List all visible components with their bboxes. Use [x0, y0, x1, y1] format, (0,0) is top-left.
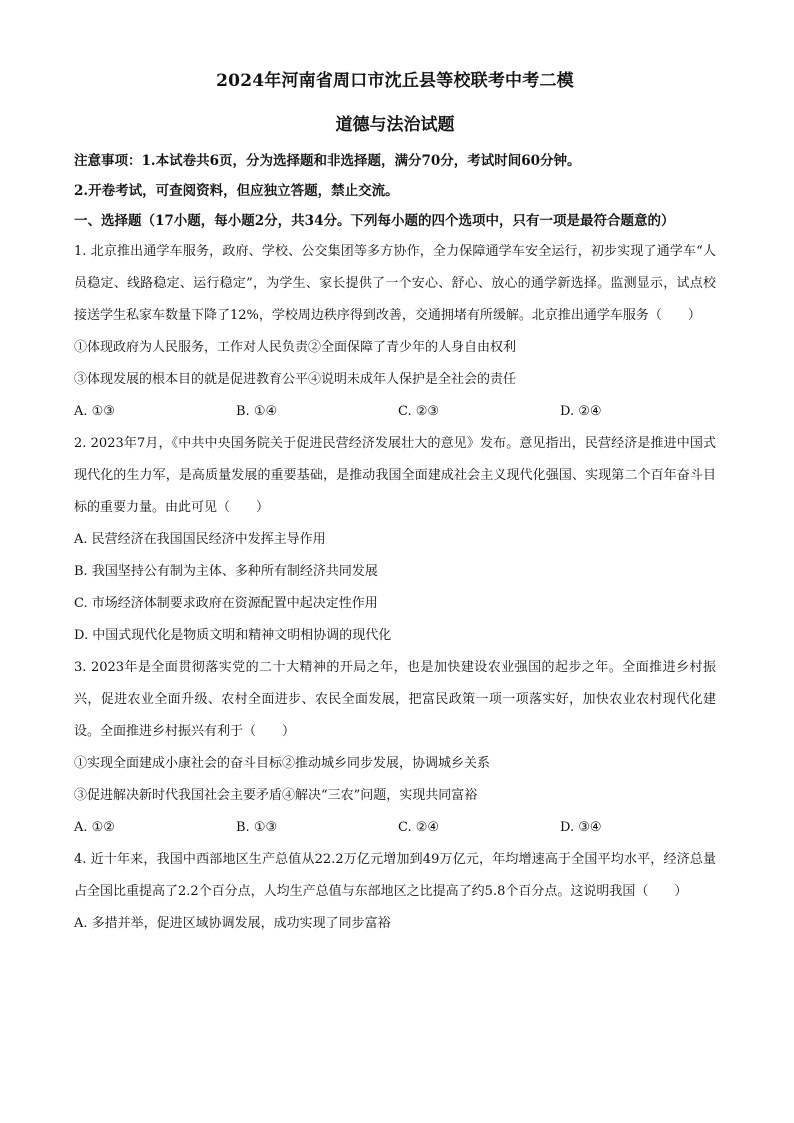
option-a: A. ①③ — [74, 404, 115, 419]
option-a: A. ①② — [74, 820, 115, 835]
exam-title: 2024年河南省周口市沈丘县等校联考中考二模 — [216, 71, 574, 91]
answer-options — [74, 396, 716, 428]
option-b: B. ①③ — [236, 820, 278, 835]
question-1 — [74, 236, 716, 428]
option-b: B. ①④ — [236, 404, 278, 419]
choice-a: A. 多措并举，促进区域协调发展，成功实现了同步富裕 — [74, 916, 391, 931]
choice-c: C. 市场经济体制要求政府在资源配置中起决定性作用 — [74, 596, 378, 611]
question-stem: 4. 近十年来，我国中西部地区生产总值从22.2万亿元增加到49万亿元，年均增速高于全国平均水平，经济总量占全国比重提高了2.2个百分点，人均生产总值与东部地区之比提高了约5.8个百分点。这说明我国（ ） — [74, 852, 716, 899]
answer-options — [74, 812, 716, 844]
question-statement: ③体现发展的根本目的就是促进教育公平④说明未成年人保护是全社会的责任 — [74, 372, 517, 387]
notes-line-1: 注意事项：1.本试卷共6页，分为选择题和非选择题，满分70分，考试时间60分钟。 — [74, 153, 581, 169]
question-2 — [74, 428, 716, 652]
option-c: C. ②④ — [398, 820, 440, 835]
option-d: D. ③④ — [560, 820, 602, 835]
choice-b: B. 我国坚持公有制为主体、多种所有制经济共同发展 — [74, 564, 378, 579]
notes-line-2: 2.开卷考试，可查阅资料，但应独立答题，禁止交流。 — [74, 183, 399, 199]
option-d: D. ②④ — [560, 404, 602, 419]
question-stem: 1. 北京推出通学车服务，政府、学校、公交集团等多方协作，全力保障通学车安全运行，初步实现了通学车“人员稳定、线路稳定、运行稳定”，为学生、家长提供了一个安心、舒心、放心的通学新选择。监测显示，试点校接送学生私家车数量下降了12%，学校周边秩序得到改善，交通拥堵有所缓解。北京推出通学车服务（ ） — [74, 244, 716, 323]
question-stem: 2. 2023年7月，《中共中央国务院关于促进民营经济发展壮大的意见》发布。意见指出，民营经济是推进中国式现代化的生力军，是高质量发展的重要基础，是推动我国全面建成社会主义现代化强国、实现第二个百年奋斗目标的重要力量。由此可见（ ） — [74, 436, 716, 515]
question-statement: ③促进解决新时代我国社会主要矛盾④解决“三农”问题，实现共同富裕 — [74, 788, 478, 803]
question-4 — [74, 844, 716, 940]
choice-a: A. 民营经济在我国国民经济中发挥主导作用 — [74, 532, 326, 547]
question-3 — [74, 652, 716, 844]
question-stem: 3. 2023年是全面贯彻落实党的二十大精神的开局之年，也是加快建设农业强国的起步之年。全面推进乡村振兴，促进农业全面升级、农村全面进步、农民全面发展，把富民政策一项一项落实好，加快农业农村现代化建设。全面推进乡村振兴有利于（ ） — [74, 660, 716, 739]
exam-subtitle: 道德与法治试题 — [335, 115, 455, 135]
question-statement: ①实现全面建成小康社会的奋斗目标②推动城乡同步发展，协调城乡关系 — [74, 756, 491, 771]
section-heading: 一、选择题（17小题，每小题2分，共34分。下列每小题的四个选项中，只有一项是最符合题意的） — [74, 213, 675, 229]
choice-d: D. 中国式现代化是物质文明和精神文明相协调的现代化 — [74, 628, 392, 643]
option-c: C. ②③ — [398, 404, 440, 419]
question-statement: ①体现政府为人民服务，工作对人民负责②全面保障了青少年的人身自由权利 — [74, 340, 517, 355]
